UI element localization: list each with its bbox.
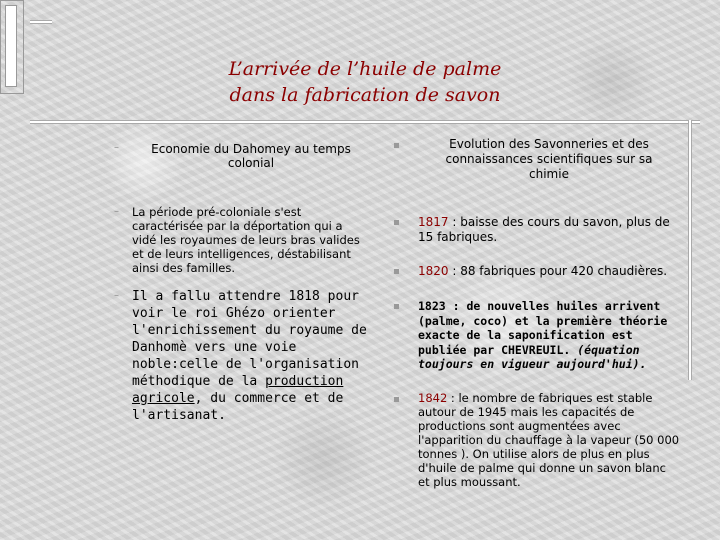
dash-bullet: – bbox=[114, 206, 119, 217]
event-1842: 1842 : le nombre de fabriques est stable autour de 1945 mais les capacités de productions sont augmentées avec l'apparition du chauffage à la vapeur (50 000 tonnes ). On utilise alors de plus en plus d'huile de palme qui donne un savon blanc et plus moussant. bbox=[418, 391, 680, 489]
decorative-line-middle bbox=[30, 120, 700, 124]
decorative-frame-left bbox=[0, 0, 24, 94]
right-heading: Evolution des Savonneries et des connaissances scientifiques sur sa chimie bbox=[445, 137, 653, 181]
square-bullet bbox=[394, 143, 399, 148]
dash-bullet: – bbox=[114, 290, 119, 301]
left-paragraph-2: Il a fallu attendre 1818 pour voir le roi Ghézo orienter l'enrichissement du royaume de Danhomè vers une voie noble:celle de l'organisation méthodique de la production agricole, du commerce et de l'artisanat. bbox=[132, 289, 367, 423]
decorative-line-right bbox=[688, 120, 692, 380]
event-1820: 1820 : 88 fabriques pour 420 chaudières. bbox=[418, 264, 668, 278]
square-bullet bbox=[394, 304, 399, 309]
left-paragraph-1: La période pré-coloniale s'est caractérisée par la déportation qui a vidé les royaumes de leurs bras valides et de leurs intelligences, déstabilisant ainsi des familles. bbox=[132, 205, 360, 275]
event-1817: 1817 : baisse des cours du savon, plus de 15 fabriques. bbox=[418, 215, 670, 244]
underlined-phrase: production agricole bbox=[132, 374, 344, 406]
title-line-1: L’arrivée de l’huile de palme bbox=[228, 58, 502, 80]
square-bullet bbox=[394, 220, 399, 225]
left-heading: Economie du Dahomey au temps colonial bbox=[151, 142, 351, 170]
square-bullet bbox=[394, 397, 399, 402]
event-1823: 1823 : de nouvelles huiles arrivent (palme, coco) et la première théorie exacte de la saponification est publiée par CHEVREUIL. (équation toujours en vigueur aujourd'hui). bbox=[418, 299, 668, 371]
slide-title bbox=[120, 56, 610, 108]
square-bullet bbox=[394, 269, 399, 274]
decorative-line-top bbox=[30, 20, 52, 24]
dash-bullet: – bbox=[114, 142, 119, 153]
title-line-2: dans la fabrication de savon bbox=[229, 84, 501, 106]
